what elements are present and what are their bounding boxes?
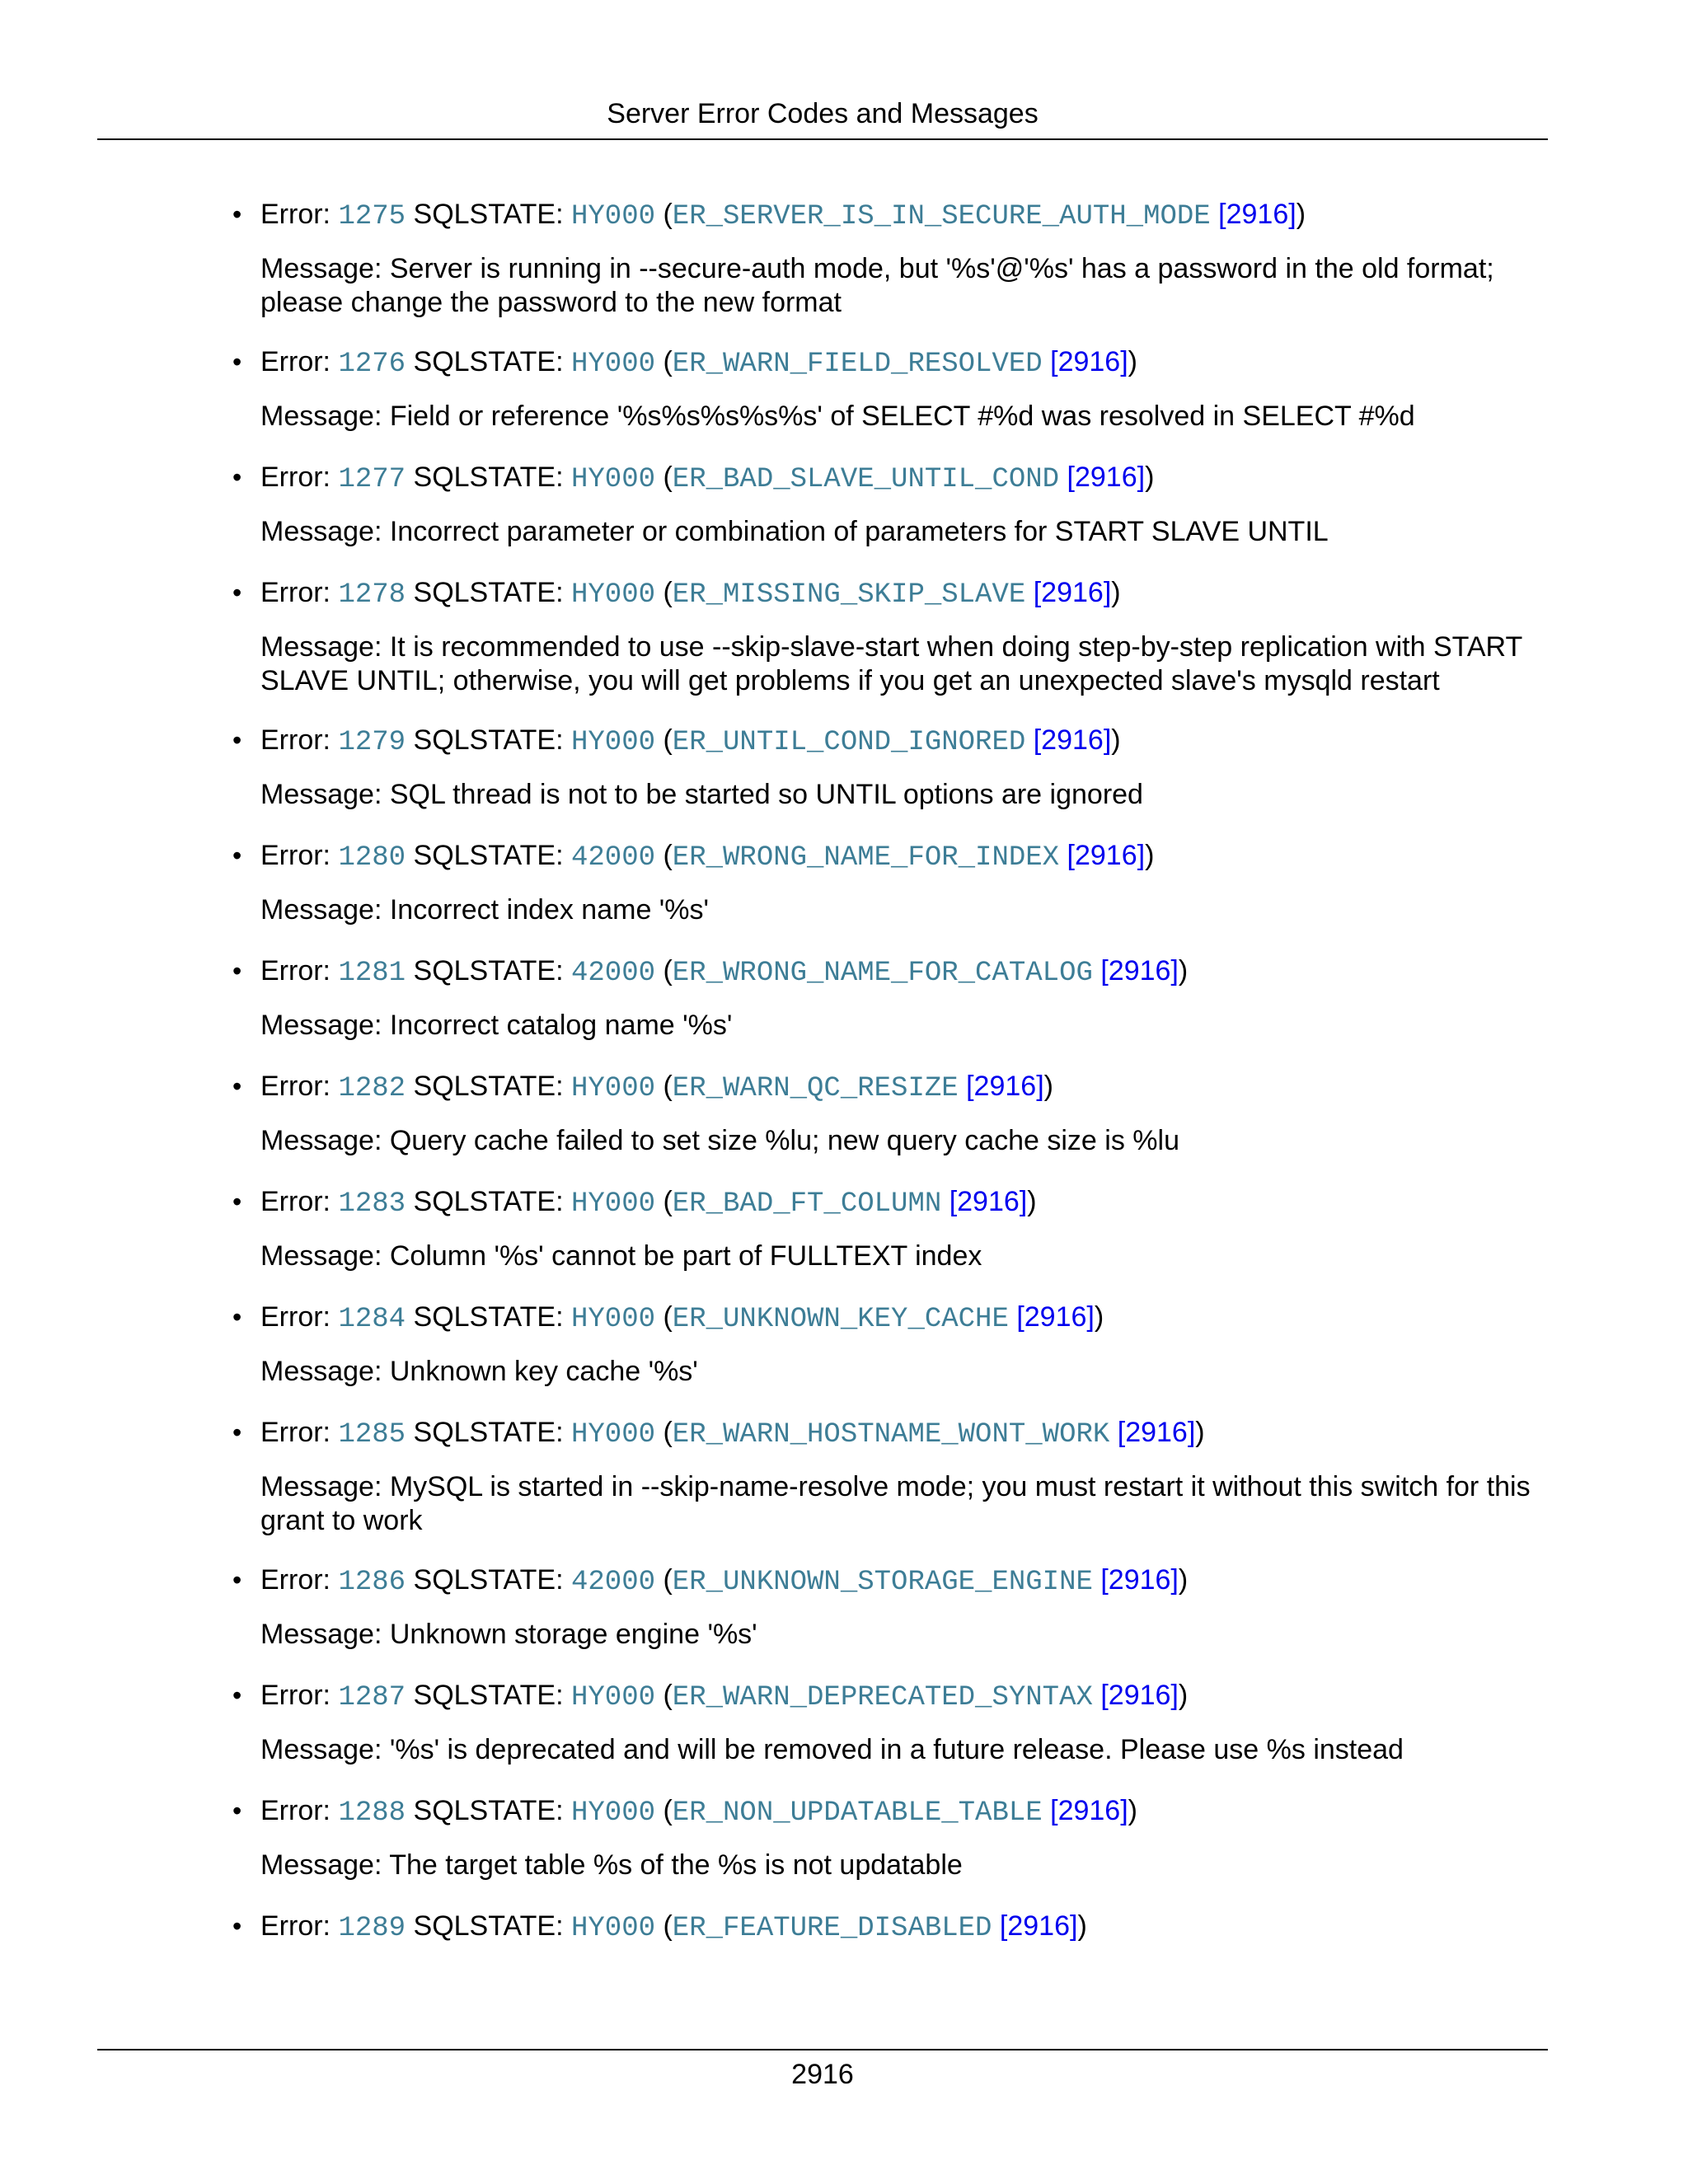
message-text: '%s' is deprecated and will be removed in a future release. Please use %s instead (389, 1734, 1404, 1765)
close-paren: ) (1043, 1071, 1053, 1102)
error-number: 1281 (338, 958, 406, 989)
page-reference-link[interactable]: [2916] (1100, 955, 1179, 987)
sqlstate-code: HY000 (570, 1419, 656, 1451)
error-line (260, 1560, 1188, 1602)
error-number: 1289 (338, 1913, 406, 1944)
error-message (260, 1355, 1546, 1389)
sqlstate-label: SQLSTATE: (406, 199, 571, 230)
error-label: Error: (260, 955, 339, 987)
error-message (260, 1124, 1546, 1158)
error-line (260, 951, 1188, 993)
error-line (260, 720, 1121, 762)
error-number: 1287 (338, 1682, 406, 1713)
page-reference-link[interactable]: [2916] (1117, 1417, 1196, 1448)
close-paren: ) (1027, 1186, 1037, 1217)
page-reference-link[interactable]: [2916] (1033, 577, 1112, 608)
bullet-icon: • (232, 578, 242, 607)
bullet-icon: • (232, 841, 242, 870)
bullet-icon: • (232, 1187, 242, 1216)
message-text: Query cache failed to set size %lu; new query cache size is %lu (389, 1125, 1179, 1156)
message-text: Incorrect catalog name '%s' (389, 1010, 733, 1041)
error-number: 1275 (338, 201, 406, 232)
bullet-icon: • (232, 462, 242, 492)
error-symbol: ER_UNTIL_COND_IGNORED (672, 727, 1026, 758)
open-paren: ( (655, 462, 673, 493)
error-label: Error: (260, 1795, 339, 1826)
message-label: Message: (260, 401, 390, 432)
error-symbol: ER_WARN_HOSTNAME_WONT_WORK (672, 1419, 1110, 1451)
message-text: It is recommended to use --skip-slave-start when doing step-by-step replication with START SLAVE UNTIL; otherwise, you will get problems if you get an unexpected slave's mysqld restart (260, 631, 1522, 696)
error-symbol: ER_FEATURE_DISABLED (672, 1913, 992, 1944)
error-line (260, 1066, 1053, 1108)
error-line (260, 1182, 1037, 1224)
page-reference-link[interactable]: [2916] (1100, 1564, 1179, 1596)
sqlstate-code: HY000 (570, 579, 656, 611)
bullet-icon: • (232, 1302, 242, 1332)
message-label: Message: (260, 1619, 390, 1650)
error-number: 1284 (338, 1304, 406, 1335)
sqlstate-label: SQLSTATE: (406, 577, 571, 608)
message-label: Message: (260, 894, 390, 926)
sqlstate-label: SQLSTATE: (406, 1186, 571, 1217)
error-number: 1283 (338, 1188, 406, 1220)
sqlstate-code: HY000 (570, 1913, 656, 1944)
open-paren: ( (655, 840, 673, 871)
message-label: Message: (260, 1734, 390, 1765)
page-reference-link[interactable]: [2916] (1067, 840, 1146, 871)
page-reference-link[interactable]: [2916] (999, 1910, 1078, 1942)
open-paren: ( (655, 1186, 673, 1217)
open-paren: ( (655, 1417, 673, 1448)
error-message (260, 1618, 1546, 1652)
sqlstate-label: SQLSTATE: (406, 840, 571, 871)
error-message (260, 1733, 1546, 1767)
close-paren: ) (1111, 724, 1121, 756)
message-label: Message: (260, 253, 390, 284)
sqlstate-label: SQLSTATE: (406, 462, 571, 493)
error-message (260, 778, 1546, 812)
message-text: Field or reference '%s%s%s%s%s' of SELECT #%d was resolved in SELECT #%d (389, 401, 1415, 432)
error-line (260, 1413, 1205, 1455)
close-paren: ) (1178, 1564, 1189, 1596)
error-number: 1276 (338, 349, 406, 380)
error-symbol: ER_MISSING_SKIP_SLAVE (672, 579, 1026, 611)
error-message (260, 630, 1546, 698)
message-text: SQL thread is not to be started so UNTIL options are ignored (389, 779, 1143, 810)
message-label: Message: (260, 1471, 390, 1502)
error-symbol: ER_NON_UPDATABLE_TABLE (672, 1797, 1043, 1829)
error-symbol: ER_BAD_SLAVE_UNTIL_COND (672, 464, 1060, 495)
close-paren: ) (1178, 1680, 1189, 1711)
message-label: Message: (260, 1356, 390, 1387)
sqlstate-label: SQLSTATE: (406, 955, 571, 987)
error-label: Error: (260, 1301, 339, 1333)
sqlstate-label: SQLSTATE: (406, 1564, 571, 1596)
error-label: Error: (260, 1564, 339, 1596)
page-reference-link[interactable]: [2916] (1100, 1680, 1179, 1711)
error-message (260, 515, 1546, 549)
error-line (260, 194, 1306, 237)
open-paren: ( (655, 577, 673, 608)
close-paren: ) (1111, 577, 1121, 608)
message-label: Message: (260, 1849, 390, 1881)
message-label: Message: (260, 1010, 390, 1041)
open-paren: ( (655, 724, 673, 756)
error-symbol: ER_WARN_FIELD_RESOLVED (672, 349, 1043, 380)
error-line (260, 1297, 1104, 1339)
bullet-icon: • (232, 725, 242, 755)
close-paren: ) (1195, 1417, 1205, 1448)
error-message (260, 252, 1546, 320)
sqlstate-label: SQLSTATE: (406, 1680, 571, 1711)
close-paren: ) (1145, 840, 1155, 871)
message-text: Incorrect index name '%s' (389, 894, 710, 926)
open-paren: ( (655, 1910, 673, 1942)
bullet-icon: • (232, 1796, 242, 1825)
error-symbol: ER_BAD_FT_COLUMN (672, 1188, 942, 1220)
message-text: Column '%s' cannot be part of FULLTEXT index (389, 1240, 982, 1272)
bullet-icon: • (232, 347, 242, 377)
open-paren: ( (655, 346, 673, 377)
open-paren: ( (655, 1564, 673, 1596)
sqlstate-code: 42000 (570, 842, 656, 874)
error-line (260, 1906, 1087, 1948)
error-label: Error: (260, 1071, 339, 1102)
sqlstate-code: 42000 (570, 1567, 656, 1598)
message-text: MySQL is started in --skip-name-resolve mode; you must restart it without this switch for this grant to work (260, 1471, 1531, 1536)
error-symbol: ER_SERVER_IS_IN_SECURE_AUTH_MODE (672, 201, 1211, 232)
sqlstate-code: HY000 (570, 1304, 656, 1335)
error-message (260, 1240, 1546, 1273)
error-message (260, 1470, 1546, 1538)
error-label: Error: (260, 1417, 339, 1448)
page-number: 2916 (791, 2059, 854, 2090)
page-reference-link[interactable]: [2916] (1050, 1795, 1128, 1826)
page-reference-link[interactable]: [2916] (949, 1186, 1028, 1217)
sqlstate-code: HY000 (570, 1797, 656, 1829)
error-symbol: ER_UNKNOWN_STORAGE_ENGINE (672, 1567, 1093, 1598)
error-number: 1286 (338, 1567, 406, 1598)
sqlstate-code: HY000 (570, 464, 656, 495)
message-text: Server is running in --secure-auth mode, but '%s'@'%s' has a password in the old format; please change the password to the new format (260, 253, 1494, 318)
error-label: Error: (260, 1680, 339, 1711)
error-label: Error: (260, 1910, 339, 1942)
sqlstate-label: SQLSTATE: (406, 1910, 571, 1942)
error-line (260, 573, 1121, 615)
error-number: 1278 (338, 579, 406, 611)
error-number: 1288 (338, 1797, 406, 1829)
error-line (260, 1791, 1137, 1833)
message-text: Unknown storage engine '%s' (389, 1619, 757, 1650)
error-message (260, 1849, 1546, 1882)
close-paren: ) (1145, 462, 1155, 493)
error-label: Error: (260, 346, 339, 377)
open-paren: ( (655, 1795, 673, 1826)
page-footer (97, 2049, 1548, 2097)
open-paren: ( (655, 199, 673, 230)
error-number: 1285 (338, 1419, 406, 1451)
page-reference-link[interactable]: [2916] (1016, 1301, 1095, 1333)
open-paren: ( (655, 1071, 673, 1102)
open-paren: ( (655, 1301, 673, 1333)
sqlstate-code: HY000 (570, 1073, 656, 1104)
sqlstate-label: SQLSTATE: (406, 1417, 571, 1448)
message-text: The target table %s of the %s is not updatable (389, 1849, 963, 1881)
page-title: Server Error Codes and Messages (607, 98, 1039, 129)
error-line (260, 342, 1137, 384)
message-label: Message: (260, 1240, 390, 1272)
error-label: Error: (260, 199, 339, 230)
error-label: Error: (260, 1186, 339, 1217)
sqlstate-code: HY000 (570, 201, 656, 232)
bullet-icon: • (232, 199, 242, 229)
message-text: Unknown key cache '%s' (389, 1356, 698, 1387)
error-symbol: ER_WRONG_NAME_FOR_CATALOG (672, 958, 1093, 989)
bullet-icon: • (232, 1418, 242, 1447)
error-line (260, 457, 1154, 499)
error-line (260, 1675, 1188, 1718)
bullet-icon: • (232, 1680, 242, 1710)
sqlstate-label: SQLSTATE: (406, 346, 571, 377)
error-symbol: ER_WARN_QC_RESIZE (672, 1073, 959, 1104)
sqlstate-label: SQLSTATE: (406, 1795, 571, 1826)
sqlstate-label: SQLSTATE: (406, 1071, 571, 1102)
close-paren: ) (1094, 1301, 1104, 1333)
error-number: 1277 (338, 464, 406, 495)
bullet-icon: • (232, 1071, 242, 1101)
error-symbol: ER_WRONG_NAME_FOR_INDEX (672, 842, 1060, 874)
page-reference-link[interactable]: [2916] (1067, 462, 1146, 493)
bullet-icon: • (232, 1565, 242, 1595)
close-paren: ) (1128, 1795, 1137, 1826)
close-paren: ) (1296, 199, 1306, 230)
error-symbol: ER_UNKNOWN_KEY_CACHE (672, 1304, 1009, 1335)
error-label: Error: (260, 462, 339, 493)
error-message (260, 1009, 1546, 1043)
error-line (260, 836, 1154, 878)
sqlstate-label: SQLSTATE: (406, 724, 571, 756)
sqlstate-code: HY000 (570, 349, 656, 380)
bullet-icon: • (232, 956, 242, 986)
bullet-icon: • (232, 1911, 242, 1941)
message-label: Message: (260, 1125, 390, 1156)
page-reference-link[interactable]: [2916] (966, 1071, 1044, 1102)
page-reference-link[interactable]: [2916] (1033, 724, 1112, 756)
error-label: Error: (260, 577, 339, 608)
error-label: Error: (260, 724, 339, 756)
error-number: 1279 (338, 727, 406, 758)
message-text: Incorrect parameter or combination of parameters for START SLAVE UNTIL (389, 516, 1329, 547)
error-symbol: ER_WARN_DEPRECATED_SYNTAX (672, 1682, 1093, 1713)
error-message (260, 400, 1546, 434)
message-label: Message: (260, 779, 390, 810)
error-label: Error: (260, 840, 339, 871)
sqlstate-code: HY000 (570, 727, 656, 758)
error-number: 1282 (338, 1073, 406, 1104)
sqlstate-code: HY000 (570, 1682, 656, 1713)
open-paren: ( (655, 955, 673, 987)
message-label: Message: (260, 631, 390, 663)
sqlstate-label: SQLSTATE: (406, 1301, 571, 1333)
sqlstate-code: HY000 (570, 1188, 656, 1220)
close-paren: ) (1077, 1910, 1087, 1942)
open-paren: ( (655, 1680, 673, 1711)
error-message (260, 893, 1546, 927)
close-paren: ) (1128, 346, 1137, 377)
page-reference-link[interactable]: [2916] (1050, 346, 1128, 377)
error-number: 1280 (338, 842, 406, 874)
message-label: Message: (260, 516, 390, 547)
sqlstate-code: 42000 (570, 958, 656, 989)
page-reference-link[interactable]: [2916] (1218, 199, 1296, 230)
close-paren: ) (1178, 955, 1189, 987)
